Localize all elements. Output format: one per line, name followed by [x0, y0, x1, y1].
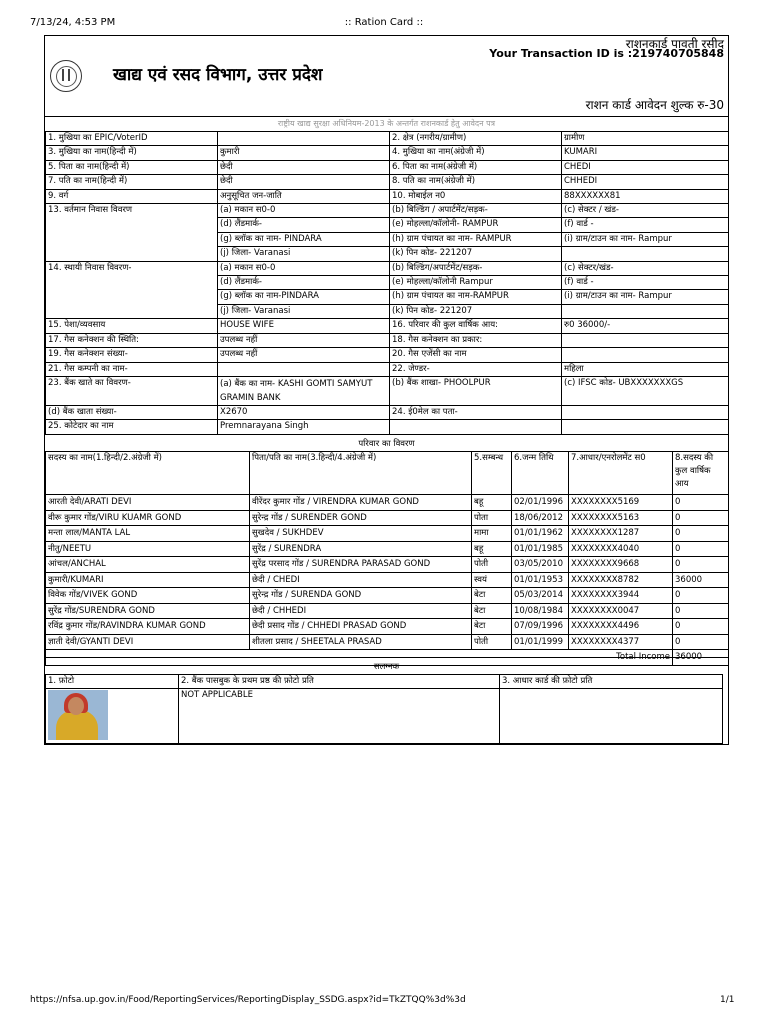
address-field: (h) ग्राम पंचायत का नाम- RAMPUR — [390, 232, 562, 246]
applicant-photo — [48, 690, 108, 740]
guardian-name: छेदी / CHHEDI — [250, 603, 472, 619]
field-value: CHEDI — [562, 160, 729, 174]
application-fee: राशन कार्ड आवेदन शुल्क रु-30 — [585, 98, 724, 112]
department-title: खाद्य एवं रसद विभाग, उत्तर प्रदेश — [113, 65, 323, 85]
member-income: 0 — [673, 603, 729, 619]
guardian-name: सुरेन्द्र गोंड / SURENDA GOND — [250, 588, 472, 604]
family-column-header: 5.सम्बन्ध — [472, 452, 512, 495]
field-label: 1. मुखिया का EPIC/VoterID — [46, 132, 218, 146]
member-income: 36000 — [673, 572, 729, 588]
field-label: 15. पेशा/व्यवसाय — [46, 319, 218, 333]
address-field: (k) पिन कोड- 221207 — [390, 304, 562, 318]
attachments-divider — [44, 657, 729, 658]
address-field: (b) बिल्डिंग / अपार्टमेंट/सड़क- — [390, 204, 562, 218]
address-field: (e) मोहल्ला/कॉलोनी- RAMPUR — [390, 218, 562, 232]
field-value: CHHEDI — [562, 175, 729, 189]
print-url: https://nfsa.up.gov.in/Food/ReportingServices/ReportingDisplay_SSDG.aspx?id=TkZTQQ%3d%3d — [30, 995, 466, 1005]
address-field: (d) लैंडमार्क- — [218, 276, 390, 290]
transaction-id: Your Transaction ID is :219740705848 — [489, 47, 724, 60]
account-row — [46, 405, 729, 419]
field-value: महिला — [562, 362, 729, 376]
field-value: उपलब्ध नहीं — [218, 348, 390, 362]
applicant-row — [46, 146, 729, 160]
guardian-name: सुखदेव / SUKHDEV — [250, 526, 472, 542]
bank-label: 23. बैंक खाते का विवरण- — [46, 376, 218, 405]
address-field: (k) पिन कोड- 221207 — [390, 247, 562, 261]
aadhaar-number: XXXXXXXX8782 — [569, 572, 673, 588]
member-name: आरती देवी/ARATI DEVI — [46, 495, 250, 511]
guardian-name: वीरेंदर कुमार गोंड / VIRENDRA KUMAR GOND — [250, 495, 472, 511]
field-label: 5. पिता का नाम(हिन्दी में) — [46, 160, 218, 174]
birth-date: 03/05/2010 — [512, 557, 569, 573]
kotedar-row — [46, 420, 729, 434]
field-value — [562, 348, 729, 362]
birth-date: 01/01/1985 — [512, 541, 569, 557]
family-member-row — [46, 526, 729, 542]
member-name: सुरेंद्र गोंड/SURENDRA GOND — [46, 603, 250, 619]
field-value — [218, 132, 390, 146]
aadhaar-number: XXXXXXXX4040 — [569, 541, 673, 557]
field-label: 2. क्षेत्र (नगरीय/ग्रामीण) — [390, 132, 562, 146]
birth-date: 10/08/1984 — [512, 603, 569, 619]
address-row — [46, 204, 729, 218]
member-income: 0 — [673, 541, 729, 557]
bank-row — [46, 376, 729, 405]
member-name: कुमारी/KUMARI — [46, 572, 250, 588]
field-value: 88XXXXXX81 — [562, 189, 729, 203]
aadhaar-number: XXXXXXXX9668 — [569, 557, 673, 573]
field-value: रु0 36000/- — [562, 319, 729, 333]
member-name: आंचल/ANCHAL — [46, 557, 250, 573]
address-field: (g) ब्लॉक का नाम-PINDARA — [218, 290, 390, 304]
birth-date: 18/06/2012 — [512, 510, 569, 526]
aadhaar-number: XXXXXXXX0047 — [569, 603, 673, 619]
field-value: उपलब्ध नहीं — [218, 333, 390, 347]
relation: स्वयं — [472, 572, 512, 588]
print-datetime: 7/13/24, 4:53 PM — [30, 17, 116, 28]
field-label: 9. वर्ग — [46, 189, 218, 203]
family-column-header: पिता/पति का नाम(3.हिन्दी/4.अंग्रेजी में) — [250, 452, 472, 495]
guardian-name: छेदी / CHEDI — [250, 572, 472, 588]
family-member-row — [46, 557, 729, 573]
empty-cell — [390, 420, 562, 434]
aadhaar-cell — [500, 689, 723, 744]
guardian-name: सुरेंद्र परसाद गोंड / SURENDRA PARASAD GOND — [250, 557, 472, 573]
family-member-row — [46, 572, 729, 588]
address-row — [46, 261, 729, 275]
attachments-table — [45, 674, 723, 744]
field-label: 18. गैस कनेक्शन का प्रकार: — [390, 333, 562, 347]
bank-name: (a) बैंक का नाम- KASHI GOMTI SAMYUT GRAMIN BANK — [218, 376, 390, 405]
member-name: रविंद्र कुमार गोंड/RAVINDRA KUMAR GOND — [46, 619, 250, 635]
member-name: ज्ञाती देवी/GYANTI DEVI — [46, 634, 250, 650]
family-member-row — [46, 510, 729, 526]
address-label: 13. वर्तमान निवास विवरण — [46, 204, 218, 262]
address-label: 14. स्थायी निवास विवरण- — [46, 261, 218, 319]
field-value: HOUSE WIFE — [218, 319, 390, 333]
email-value — [562, 405, 729, 419]
field-value: KUMARI — [562, 146, 729, 160]
member-name: मन्ता लाल/MANTA LAL — [46, 526, 250, 542]
relation: बेटा — [472, 619, 512, 635]
empty-cell — [562, 420, 729, 434]
field-label: 4. मुखिया का नाम(अंग्रेजी में) — [390, 146, 562, 160]
aadhaar-number: XXXXXXXX4377 — [569, 634, 673, 650]
print-page-number: 1/1 — [720, 995, 735, 1005]
up-govt-emblem-icon — [50, 60, 82, 92]
guardian-name: छेदी प्रसाद गोंड / CHHEDI PRASAD GOND — [250, 619, 472, 635]
field-label: 20. गैस एजेंसी का नाम — [390, 348, 562, 362]
account-label: (d) बैंक खाता संख्या- — [46, 405, 218, 419]
family-section-title: परिवार का विवरण — [358, 439, 415, 449]
family-member-row — [46, 634, 729, 650]
birth-date: 01/01/1953 — [512, 572, 569, 588]
guardian-name: शीतला प्रसाद / SHEETALA PRASAD — [250, 634, 472, 650]
address-field: (a) मकान स0-0 — [218, 204, 390, 218]
field-value: कुमारी — [218, 146, 390, 160]
address-field: (h) ग्राम पंचायत का नाम-RAMPUR — [390, 290, 562, 304]
field-label: 22. जेण्डर- — [390, 362, 562, 376]
total-income-value: 36000 — [673, 650, 729, 666]
applicant-row — [46, 132, 729, 146]
family-column-header: 8.सदस्य की कुल वार्षिक आय — [673, 452, 729, 495]
relation: बहू — [472, 495, 512, 511]
field-label: 6. पिता का नाम(अंग्रेजी में) — [390, 160, 562, 174]
relation: बहू — [472, 541, 512, 557]
print-page-title: :: Ration Card :: — [344, 17, 424, 28]
address-field — [562, 247, 729, 261]
member-name: विवेक गोंड/VIVEK GOND — [46, 588, 250, 604]
address-field: (e) मोहल्ला/कॉलोनी Rampur — [390, 276, 562, 290]
applicant-details-table — [45, 131, 729, 435]
relation: पोती — [472, 557, 512, 573]
birth-date: 05/03/2014 — [512, 588, 569, 604]
field-value: अनुसूचित जन-जाति — [218, 189, 390, 203]
birth-date: 02/01/1996 — [512, 495, 569, 511]
aadhaar-number: XXXXXXXX5169 — [569, 495, 673, 511]
email-label: 24. ई0मेल का पता- — [390, 405, 562, 419]
kotedar-label: 25. कोटेदार का नाम — [46, 420, 218, 434]
birth-date: 07/09/1996 — [512, 619, 569, 635]
field-label: 10. मोबाईल न0 — [390, 189, 562, 203]
field-label: 7. पति का नाम(हिन्दी में) — [46, 175, 218, 189]
field-value — [218, 362, 390, 376]
act-subtitle: राष्ट्रीय खाद्य सुरक्षा अधिनियम-2013 के अन्तर्गत राशनकार्ड हेतु आवेदन पत्र — [277, 119, 496, 128]
details-row — [46, 333, 729, 347]
bank-ifsc: (c) IFSC कोड- UBXXXXXXXGS — [562, 376, 729, 405]
account-value: X2670 — [218, 405, 390, 419]
address-field: (j) जिला- Varanasi — [218, 247, 390, 261]
address-field: (c) सेक्टर/खंड- — [562, 261, 729, 275]
member-income: 0 — [673, 510, 729, 526]
relation: पोता — [472, 510, 512, 526]
family-column-header: 7.आधार/एनरोलमेंट स0 — [569, 452, 673, 495]
aadhaar-header: 3. आधार कार्ड की फ़ोटो प्रति — [500, 675, 723, 689]
family-member-row — [46, 588, 729, 604]
member-income: 0 — [673, 588, 729, 604]
applicant-row — [46, 175, 729, 189]
bank-branch: (b) बैंक शाखा- PHOOLPUR — [390, 376, 562, 405]
field-label: 8. पति का नाम(अंग्रेजी में) — [390, 175, 562, 189]
family-column-header: सदस्य का नाम(1.हिन्दी/2.अंग्रेजी में) — [46, 452, 250, 495]
relation: मामा — [472, 526, 512, 542]
address-field: (d) लैंडमार्क- — [218, 218, 390, 232]
field-label: 3. मुखिया का नाम(हिन्दी में) — [46, 146, 218, 160]
field-label: 19. गैस कनेक्शन संख्या- — [46, 348, 218, 362]
field-value: ग्रामीण — [562, 132, 729, 146]
details-row — [46, 348, 729, 362]
guardian-name: सुरेंद्र / SURENDRA — [250, 541, 472, 557]
address-field: (f) वार्ड - — [562, 276, 729, 290]
photo-cell — [46, 689, 179, 744]
address-field: (i) ग्राम/टाउन का नाम- Rampur — [562, 232, 729, 246]
field-label: 16. परिवार की कुल वार्षिक आय: — [390, 319, 562, 333]
header-divider — [44, 116, 729, 117]
field-label: 17. गैस कनेक्शन की स्थिति: — [46, 333, 218, 347]
guardian-name: सुरेन्द्र गोंड / SURENDER GOND — [250, 510, 472, 526]
total-income-label: Total Income — [46, 650, 673, 666]
birth-date: 01/01/1999 — [512, 634, 569, 650]
receipt-title: राशनकार्ड पावती रसीद — [625, 37, 724, 51]
address-field: (b) बिल्डिंग/अपार्टमेंट/सड़क- — [390, 261, 562, 275]
details-row — [46, 362, 729, 376]
field-label: 21. गैस कम्पनी का नाम- — [46, 362, 218, 376]
aadhaar-number: XXXXXXXX5163 — [569, 510, 673, 526]
field-value: छेदी — [218, 160, 390, 174]
family-column-header: 6.जन्म तिथि — [512, 452, 569, 495]
member-income: 0 — [673, 495, 729, 511]
family-member-row — [46, 619, 729, 635]
relation: बेटा — [472, 588, 512, 604]
aadhaar-number: XXXXXXXX4496 — [569, 619, 673, 635]
member-income: 0 — [673, 634, 729, 650]
member-income: 0 — [673, 526, 729, 542]
member-name: वीरू कुमार गोंड/VIRU KUAMR GOND — [46, 510, 250, 526]
family-member-row — [46, 495, 729, 511]
applicant-row — [46, 160, 729, 174]
member-income: 0 — [673, 619, 729, 635]
family-table — [45, 451, 729, 666]
address-field: (a) मकान स0-0 — [218, 261, 390, 275]
member-income: 0 — [673, 557, 729, 573]
address-field — [562, 304, 729, 318]
applicant-row — [46, 189, 729, 203]
family-member-row — [46, 603, 729, 619]
family-header-row — [46, 452, 729, 495]
attachments-title: सलग्नक — [373, 662, 400, 672]
family-member-row — [46, 541, 729, 557]
field-value — [562, 333, 729, 347]
details-row — [46, 319, 729, 333]
passbook-header: 2. बैंक पासबुक के प्रथम प्रष्ठ की फ़ोटो प्रति — [179, 675, 500, 689]
address-field: (i) ग्राम/टाउन का नाम- Rampur — [562, 290, 729, 304]
address-field: (f) वार्ड - — [562, 218, 729, 232]
member-name: नीतु/NEETU — [46, 541, 250, 557]
kotedar-value: Premnarayana Singh — [218, 420, 390, 434]
relation: पोती — [472, 634, 512, 650]
field-value: छेदी — [218, 175, 390, 189]
address-field: (j) जिला- Varanasi — [218, 304, 390, 318]
aadhaar-number: XXXXXXXX1287 — [569, 526, 673, 542]
relation: बेटा — [472, 603, 512, 619]
photo-header: 1. फ़ोटो — [46, 675, 179, 689]
aadhaar-number: XXXXXXXX3944 — [569, 588, 673, 604]
birth-date: 01/01/1962 — [512, 526, 569, 542]
address-field: (c) सेक्टर / खंड- — [562, 204, 729, 218]
address-field: (g) ब्लॉक का नाम- PINDARA — [218, 232, 390, 246]
passbook-cell: NOT APPLICABLE — [179, 689, 500, 744]
